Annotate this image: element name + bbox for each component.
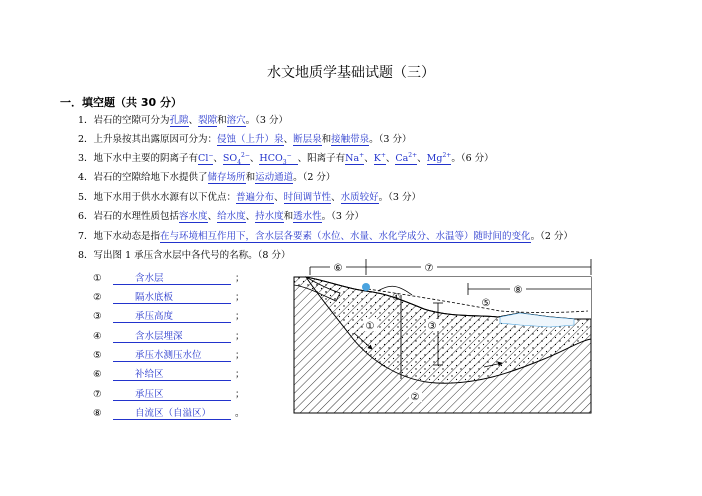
label-5: ⑤ [481,298,491,309]
answer: Cl− [198,151,214,164]
section-heading: 一．填空题（共 30 分） [60,96,182,109]
label-7: ⑦ [424,263,434,274]
answer: 孔隙 [169,115,189,126]
label-3: ③ [427,321,437,332]
answer: Na+ [345,151,365,164]
answer: $SO_4^{2-}$ [222,151,250,166]
answer: $Ca^{2+}$ [395,151,418,164]
answer: 透水性 [293,211,322,222]
answer: 断层泉 [293,134,322,145]
answer: 侵蚀（上升）泉 [217,134,284,145]
list-item: ② 隔水底板 ； [93,289,245,304]
label-2: ② [410,392,420,403]
label-6: ⑥ [333,263,343,274]
label-8: ⑧ [513,285,523,296]
question-8: 8．写出图 1 承压含水层中各代号的名称。（8 分） [78,250,291,261]
answer: 溶穴 [226,115,246,126]
confined-aquifer-diagram [288,255,598,417]
answer: 持水度 [255,211,284,222]
answer: 普遍分布 [236,192,275,203]
question-1: 1．岩石的空隙可分为孔隙、裂隙和溶穴。（3 分） [78,115,288,126]
list-item: ⑧ 自流区（自溢区） 。 [93,405,245,420]
answer: 运动通道 [255,172,294,183]
label-4: ④ [391,293,401,303]
answer: 时间调节性 [283,192,332,203]
question-3: 3．地下水中主要的阴离子有Cl−、$SO_4^{2-}$、$HCO_3^-$ 、阳离子有Na+、K+、$Ca^{2+}$、$Mg^{2+}$。（6 分） [78,151,494,166]
answer: 裂隙 [198,115,218,126]
answer: $Mg^{2+}$ [426,151,452,164]
answer: 储存场所 [207,172,246,183]
answer: $HCO_3^-$ [259,153,297,165]
answer: 在与环境相互作用下，含水层各要素（水位、水量、水化学成分、水温等）随时间的变化 [160,231,531,242]
answer: 容水度 [179,211,208,222]
list-item: ④ 含水层埋深 ； [93,328,245,343]
question-7: 7．地下水动态是指在与环境相互作用下，含水层各要素（水位、水量、水化学成分、水温等）随时间的变化。（2 分） [78,231,573,242]
list-item: ⑥ 补给区 ； [93,366,245,381]
answer: 接触带泉 [331,134,370,145]
question-6: 6．岩石的水理性质包括容水度、给水度、持水度和透水性。（3 分） [78,211,364,222]
list-item: ① 含水层 ； [93,270,245,285]
label-1: ① [365,321,375,332]
list-item: ⑤ 承压水测压水位 ； [93,347,245,362]
answer: K+ [373,151,386,164]
question-4: 4．岩石的空隙给地下水提供了储存场所和运动通道。（2 分） [78,172,336,183]
list-item: ⑦ 承压区 ； [93,386,245,401]
question-5: 5．地下水用于供水水源有以下优点：普遍分布、时间调节性、水质较好。（3 分） [78,192,421,203]
spring-icon [362,283,370,291]
question-2: 2．上升泉按其出露原因可分为：侵蚀（上升）泉、断层泉和接触带泉。（3 分） [78,134,412,145]
answer: 水质较好 [340,192,379,203]
page-title: 水文地质学基础试题（三） [267,65,435,81]
answer: 给水度 [217,211,246,222]
list-item: ③ 承压高度 ； [93,308,245,323]
